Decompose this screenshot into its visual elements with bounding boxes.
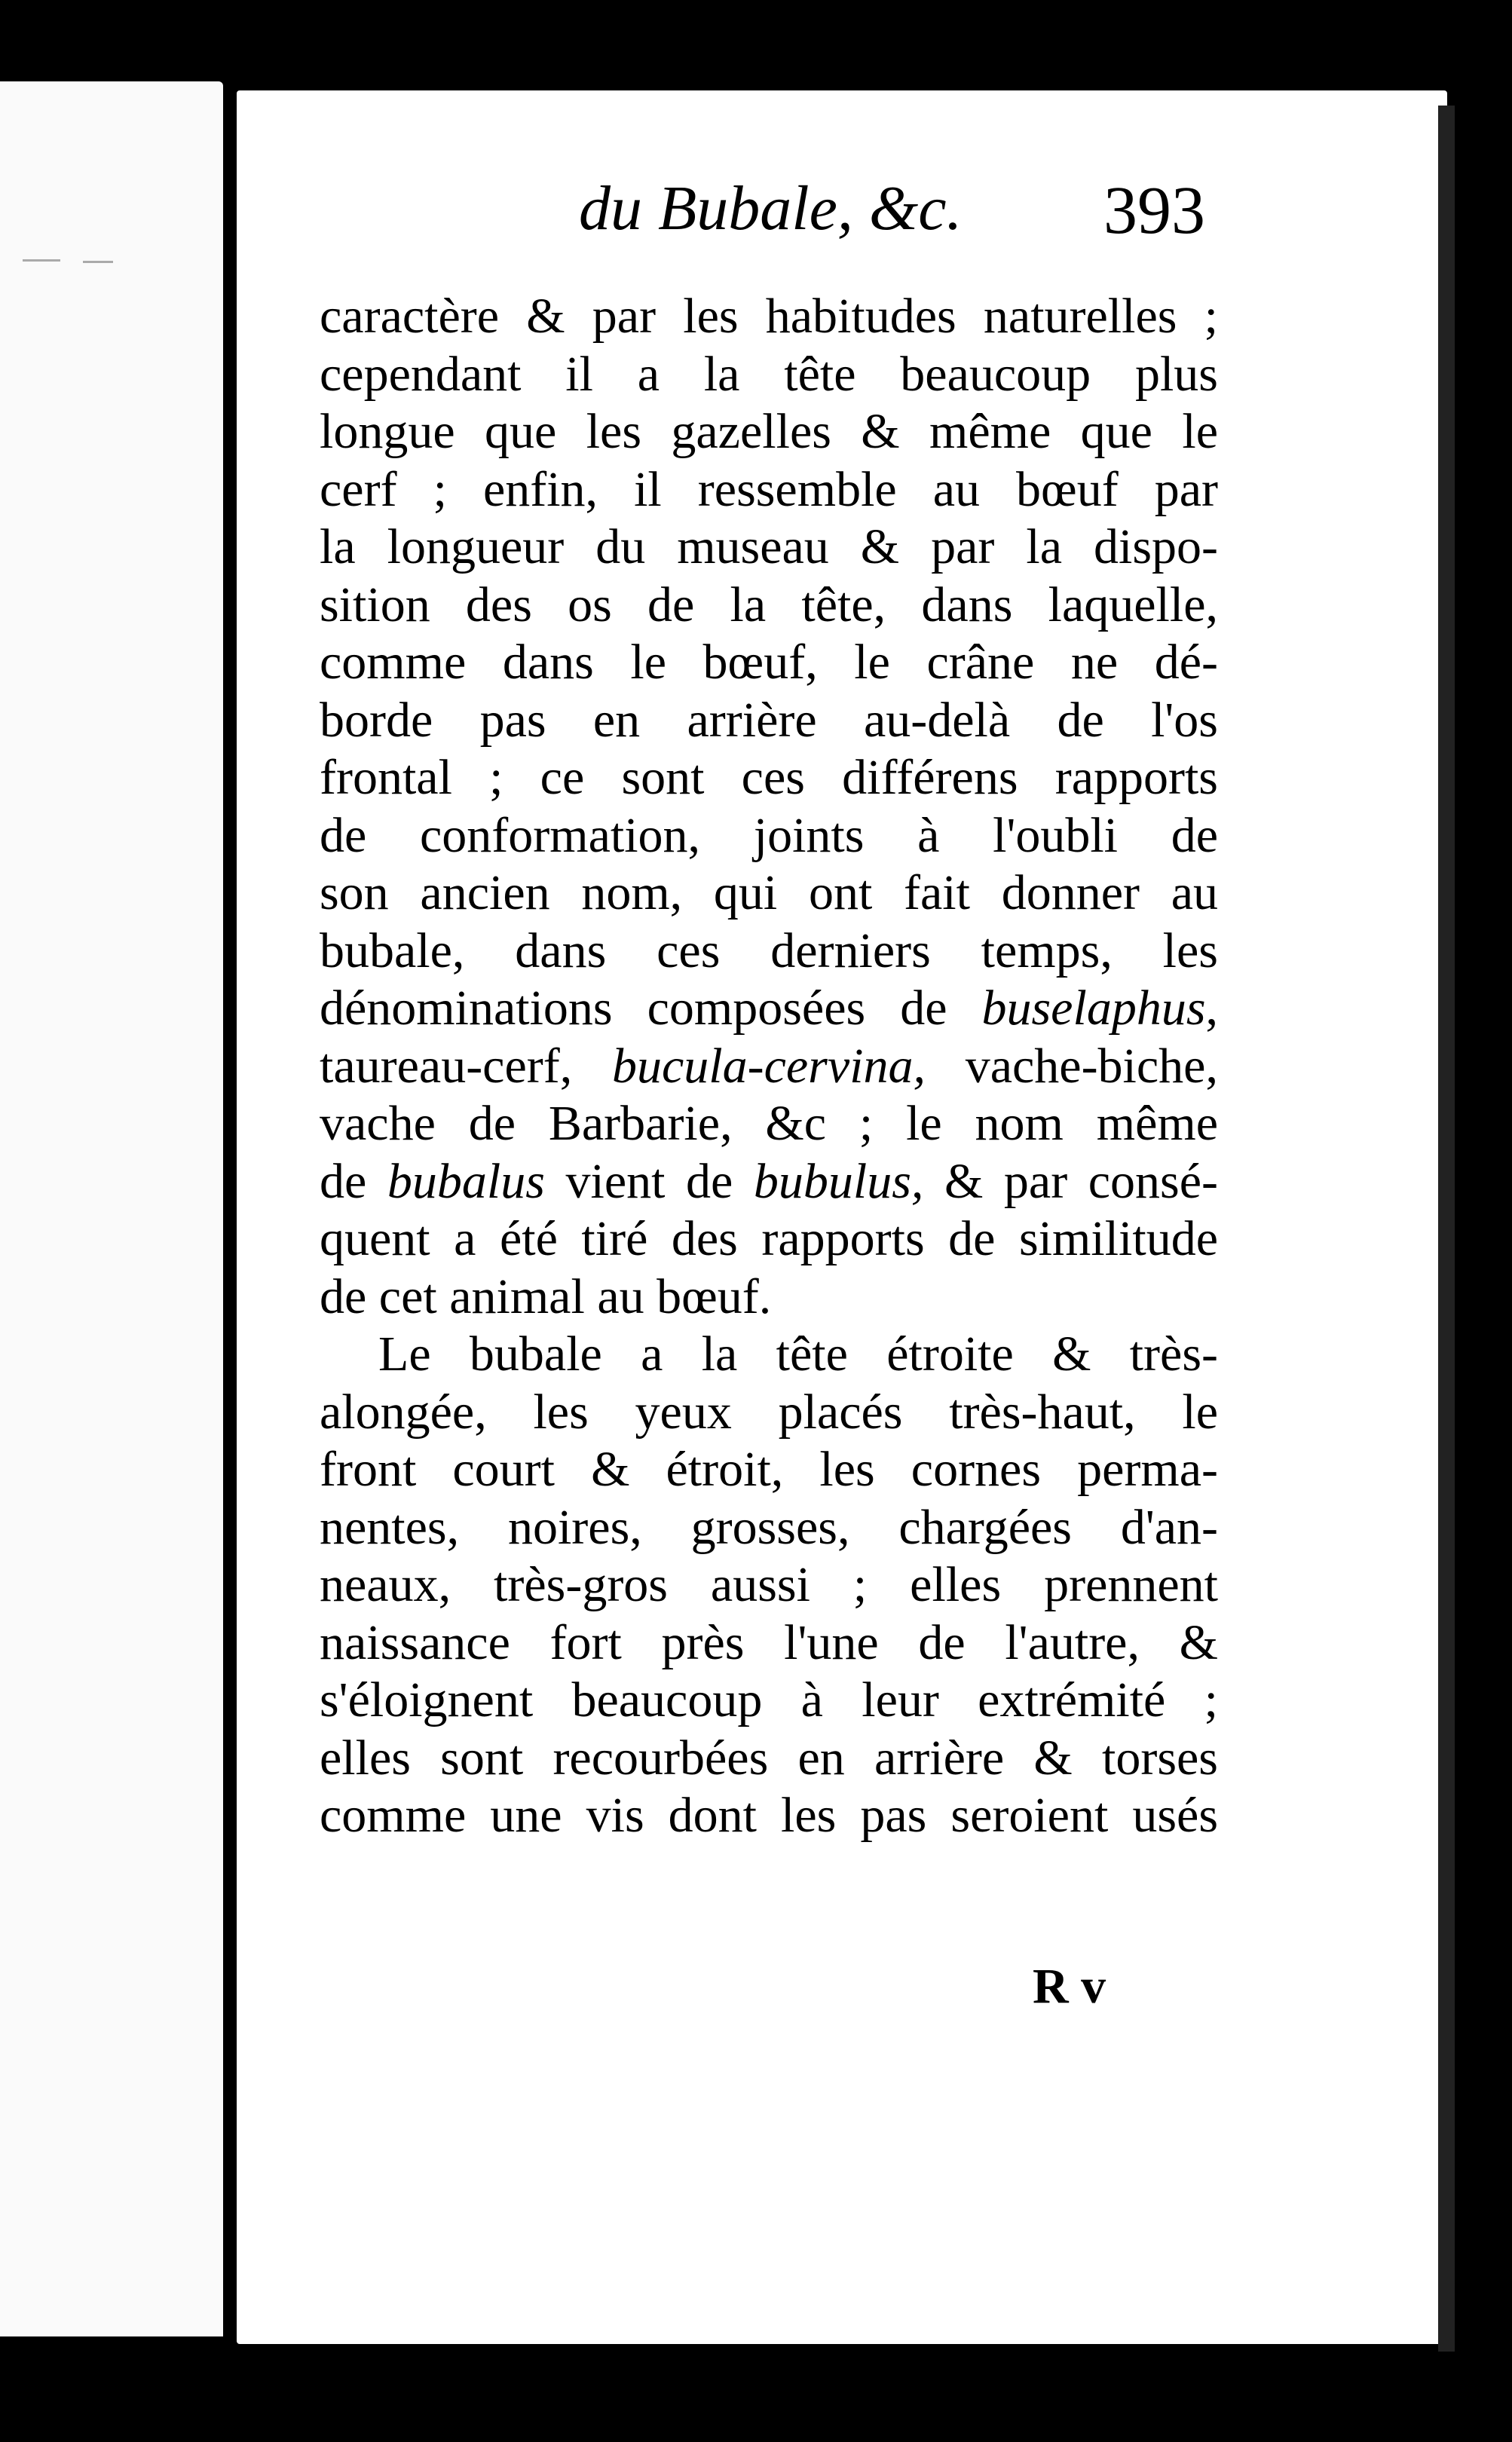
text-line: cependant il a la tête beaucoup plus: [320, 346, 1218, 402]
faint-mark: [83, 261, 113, 263]
text-line: de cet animal au bœuf.: [320, 1268, 772, 1324]
text-fragment: ,: [1205, 981, 1218, 1036]
text-line: [320, 980, 1218, 1038]
text-fragment: vient de: [544, 1153, 754, 1209]
running-head: du Bubale, &c.: [579, 173, 963, 243]
text-line: naissance fort près l'une de l'autre, &: [320, 1614, 1218, 1670]
page-edge-shadow: [1438, 106, 1455, 2352]
page-number: 393: [1103, 173, 1205, 248]
facing-page-left: [0, 81, 223, 2336]
text-fragment: dénominations composées de: [320, 981, 982, 1036]
text-line: bubale, dans ces derniers temps, les: [320, 923, 1218, 978]
faint-mark: [23, 259, 60, 262]
text-line: neaux, très-gros aussi ; elles prennent: [320, 1557, 1218, 1612]
text-line: la longueur du museau & par la dispo-: [320, 519, 1218, 574]
text-line: [320, 1153, 1218, 1211]
text-line: cerf ; enfin, il ressemble au bœuf par: [320, 461, 1218, 517]
text-fragment: de: [320, 1153, 387, 1209]
text-line: elles sont recourbées en arrière & torses: [320, 1730, 1218, 1786]
italic-term: bubulus,: [753, 1153, 924, 1209]
body-text: [320, 288, 1218, 1845]
text-fragment: & par consé-: [923, 1153, 1218, 1209]
text-line: comme une vis dont les pas seroient usés: [320, 1788, 1218, 1843]
text-line: vache de Barbarie, &c ; le nom même: [320, 1096, 1218, 1151]
text-line: son ancien nom, qui ont fait donner au: [320, 865, 1218, 920]
text-line: frontal ; ce sont ces différens rapports: [320, 750, 1218, 805]
text-line: alongée, les yeux placés très-haut, le: [320, 1384, 1218, 1440]
text-line: front court & étroit, les cornes perma-: [320, 1442, 1218, 1497]
text-line: borde pas en arrière au-delà de l'os: [320, 692, 1218, 748]
text-line: s'éloignent beaucoup à leur extrémité ;: [320, 1672, 1218, 1727]
text-line: longue que les gazelles & même que le: [320, 404, 1218, 459]
italic-term: bubalus: [387, 1153, 545, 1209]
signature-mark: R v: [1033, 1959, 1106, 2014]
text-line: Le bubale a la tête étroite & très-: [378, 1327, 1218, 1382]
text-line: sition des os de la tête, dans laquelle,: [320, 577, 1218, 632]
italic-term: bucula-cervina,: [611, 1038, 926, 1094]
text-line: comme dans le bœuf, le crâne ne dé-: [320, 635, 1218, 690]
text-line: de conformation, joints à l'oubli de: [320, 807, 1218, 863]
text-line: quent a été tiré des rapports de similitude: [320, 1211, 1218, 1266]
text-line: nentes, noires, grosses, chargées d'an-: [320, 1499, 1218, 1555]
text-fragment: vache-biche,: [925, 1038, 1218, 1094]
text-line: [320, 1038, 1218, 1096]
italic-term: buselaphus: [981, 981, 1206, 1036]
text-line: caractère & par les habitudes naturelles ;: [320, 289, 1218, 344]
text-fragment: taureau-cerf,: [320, 1038, 612, 1094]
book-page: [237, 90, 1447, 2344]
